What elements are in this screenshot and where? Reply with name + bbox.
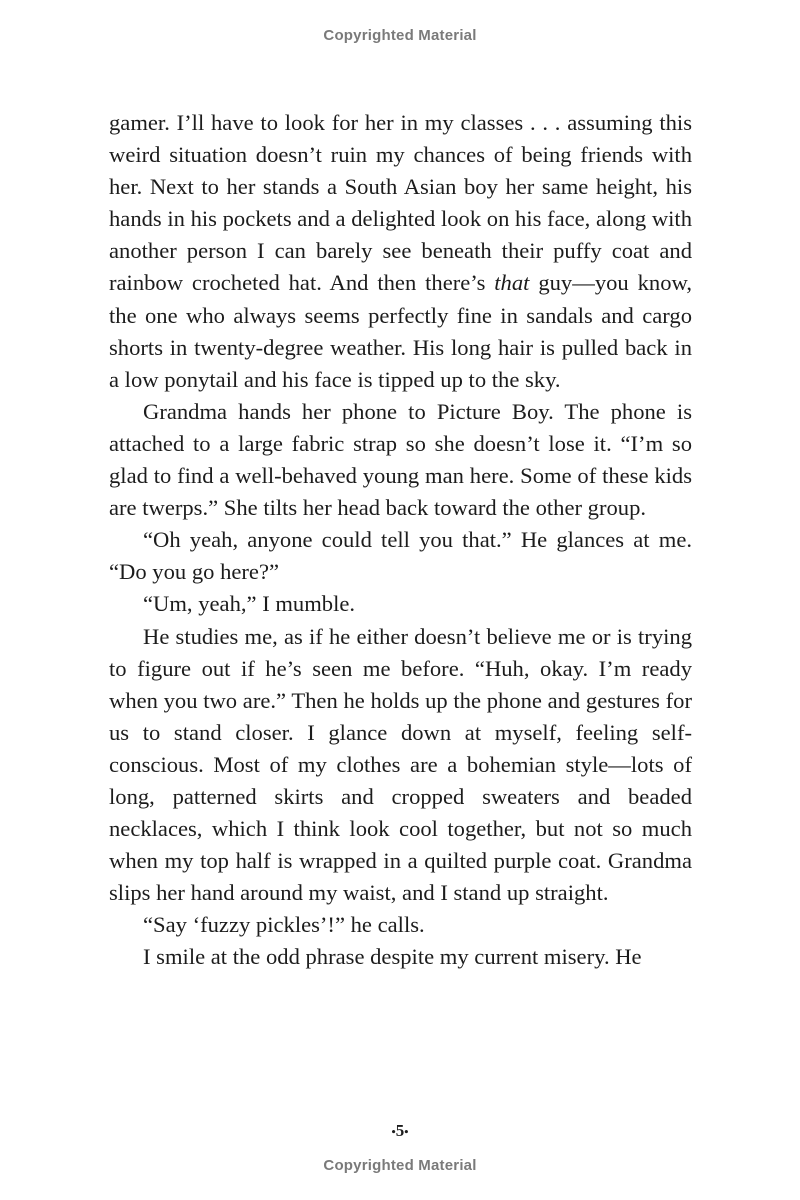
paragraph-4: “Um, yeah,” I mumble. [143, 591, 356, 617]
folio-dot-right: • [404, 1124, 409, 1139]
page-number [0, 1121, 800, 1141]
folio-dot-left: • [391, 1124, 396, 1139]
paragraph-3: “Oh yeah, anyone could tell you that.” He glances at me. “Do you go here?” [109, 527, 692, 585]
body-text [109, 107, 692, 974]
paragraph-6: “Say ‘fuzzy pickles’!” he calls. [143, 912, 425, 938]
paragraph-7: I smile at the odd phrase despite my current misery. He [143, 944, 642, 970]
emphasis-word: that [494, 270, 530, 296]
paragraph-2: Grandma hands her phone to Picture Boy. The phone is attached to a large fabric strap so she doesn’t lose it. “I’m so glad to find a well-behaved young man here. Some of these kids are twerps.” She tilts her head back toward the other group. [109, 398, 692, 521]
paragraph-5: He studies me, as if he either doesn’t believe me or is trying to figure out if he’s seen me before. “Huh, okay. I’m ready when you two are.” Then he holds up the phone and gestures for us to stand closer. I glance down at myself, feeling self-conscious. Most of my clothes are a bohemian style—lots of long, patterned skirts and cropped sweaters and beaded necklaces, which I think look cool together, but not so much when my top half is wrapped in a quilted purple coat. Grandma slips her hand around my waist, and I stand up straight. [109, 623, 692, 906]
paragraph-1-after: guy—you know, the one who always seems perfectly fine in sandals and cargo shorts in twenty-degree weather. His long hair is pulled back in a low ponytail and his face is tipped up to the sky. [109, 270, 692, 392]
copyright-watermark-top: Copyrighted Material [323, 27, 477, 44]
page-number-value: 5 [395, 1121, 405, 1140]
paragraph-1 [109, 107, 692, 396]
copyright-watermark-bottom: Copyrighted Material [323, 1157, 477, 1174]
paragraph-1-before: gamer. I’ll have to look for her in my classes . . . assuming this weird situation doesn’t ruin my chances of being friends with her. Next to her stands a South Asian boy her same height, his hands in his pockets and a delighted look on his face, along with another person I can barely see beneath their puffy coat and rainbow crocheted hat. And then there’s [109, 110, 692, 296]
